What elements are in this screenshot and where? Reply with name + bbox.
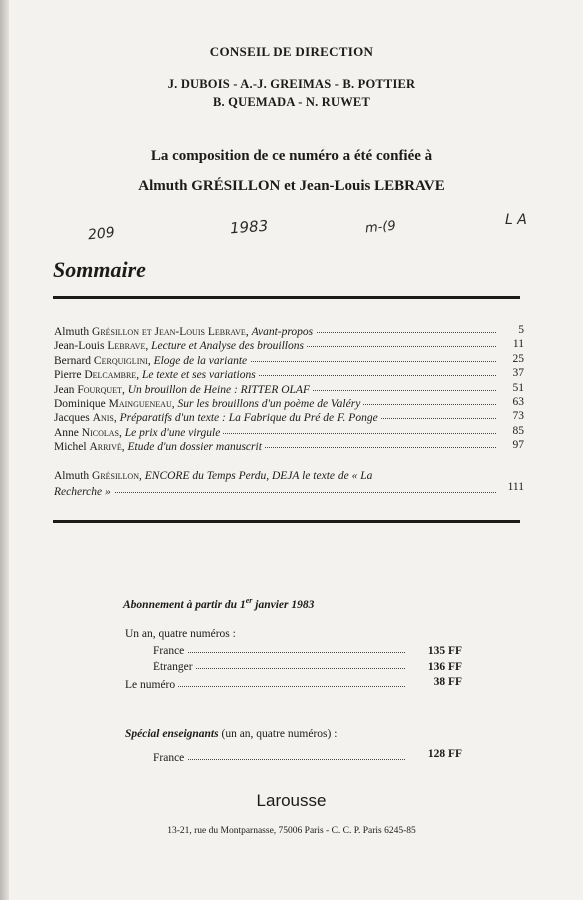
toc-entry: Michel Arrivé, Etude d'un dossier manuscrit xyxy=(54,441,496,455)
handwritten-note-4: L A xyxy=(505,212,527,228)
sommaire-title: Sommaire xyxy=(53,257,146,282)
composition-line1: La composition de ce numéro a été confiée à xyxy=(150,148,433,164)
composition-line2: Almuth GRÉSILLON et Jean-Louis LEBRAVE xyxy=(138,178,445,194)
board-members-line1: J. DUBOIS - A.-J. GREIMAS - B. POTTIER xyxy=(167,77,416,91)
teachers-heading: Spécial enseignants (un an, quatre numéros) : xyxy=(125,728,340,742)
publisher-address: 13-21, rue du Montparnasse, 75006 Paris - C. C. P. Paris 6245-85 xyxy=(167,826,416,836)
subscription-issue-price: 38 FF xyxy=(433,676,462,688)
board-members-line2: B. QUEMADA - N. RUWET xyxy=(213,95,370,109)
toc-page-last: 111 xyxy=(507,481,524,493)
toc-entry-last-line2: Recherche » xyxy=(54,486,496,500)
toc-page-number: 5 xyxy=(518,324,524,336)
toc-page-number: 37 xyxy=(512,367,524,379)
toc-entry: Jean Fourquet, Un brouillon de Heine : RITTER OLAF xyxy=(54,384,496,398)
toc-entry: Anne Nicolas, Le prix d'une virgule xyxy=(54,427,496,441)
handwritten-note-2: 1983 xyxy=(229,216,269,238)
toc-entry: Bernard Cerquiglini, Eloge de la variante xyxy=(54,355,496,369)
subscription-france-price: 135 FF xyxy=(427,645,462,657)
toc-entry: Pierre Delcambre, Le texte et ses variations xyxy=(54,369,496,383)
subscription-year-label: Un an, quatre numéros : xyxy=(125,628,239,642)
toc-entry: Jean-Louis Lebrave, Lecture et Analyse des brouillons xyxy=(54,340,496,354)
subscription-abroad-row: Étranger xyxy=(153,661,405,675)
top-rule xyxy=(53,296,520,299)
toc-entry: Almuth Grésillon et Jean-Louis Lebrave, Avant-propos xyxy=(54,326,496,340)
board-title: CONSEIL DE DIRECTION xyxy=(209,44,374,59)
toc-page-number: 11 xyxy=(512,338,524,350)
subscription-issue-row: Le numéro xyxy=(125,679,405,693)
toc-entry: Dominique Maingueneau, Sur les brouillons d'un poème de Valéry xyxy=(54,398,496,412)
teachers-france-row: France xyxy=(153,752,405,766)
toc-page-number: 85 xyxy=(512,425,524,437)
toc-page-number: 97 xyxy=(512,439,524,451)
toc-page-number: 73 xyxy=(512,410,524,422)
publisher-name: Larousse xyxy=(256,791,327,810)
teachers-france-price: 128 FF xyxy=(427,748,462,760)
subscription-abroad-price: 136 FF xyxy=(427,661,462,673)
subscription-france-row: France xyxy=(153,645,405,659)
subscription-heading: Abonnement à partir du 1er janvier 1983 xyxy=(123,596,315,611)
handwritten-note-3: m-(9 xyxy=(364,218,397,237)
toc-entry: Jacques Anis, Préparatifs d'un texte : La Fabrique du Pré de F. Ponge xyxy=(54,412,496,426)
toc-entry-last-line1: Almuth Grésillon, ENCORE du Temps Perdu, DEJA le texte de « La xyxy=(54,470,496,484)
scan-edge xyxy=(0,0,9,900)
bottom-rule xyxy=(53,520,520,523)
toc-page-number: 63 xyxy=(512,396,524,408)
toc-page-number: 51 xyxy=(512,382,524,394)
handwritten-note-1: 209 xyxy=(87,224,116,244)
toc-page-number: 25 xyxy=(512,353,524,365)
